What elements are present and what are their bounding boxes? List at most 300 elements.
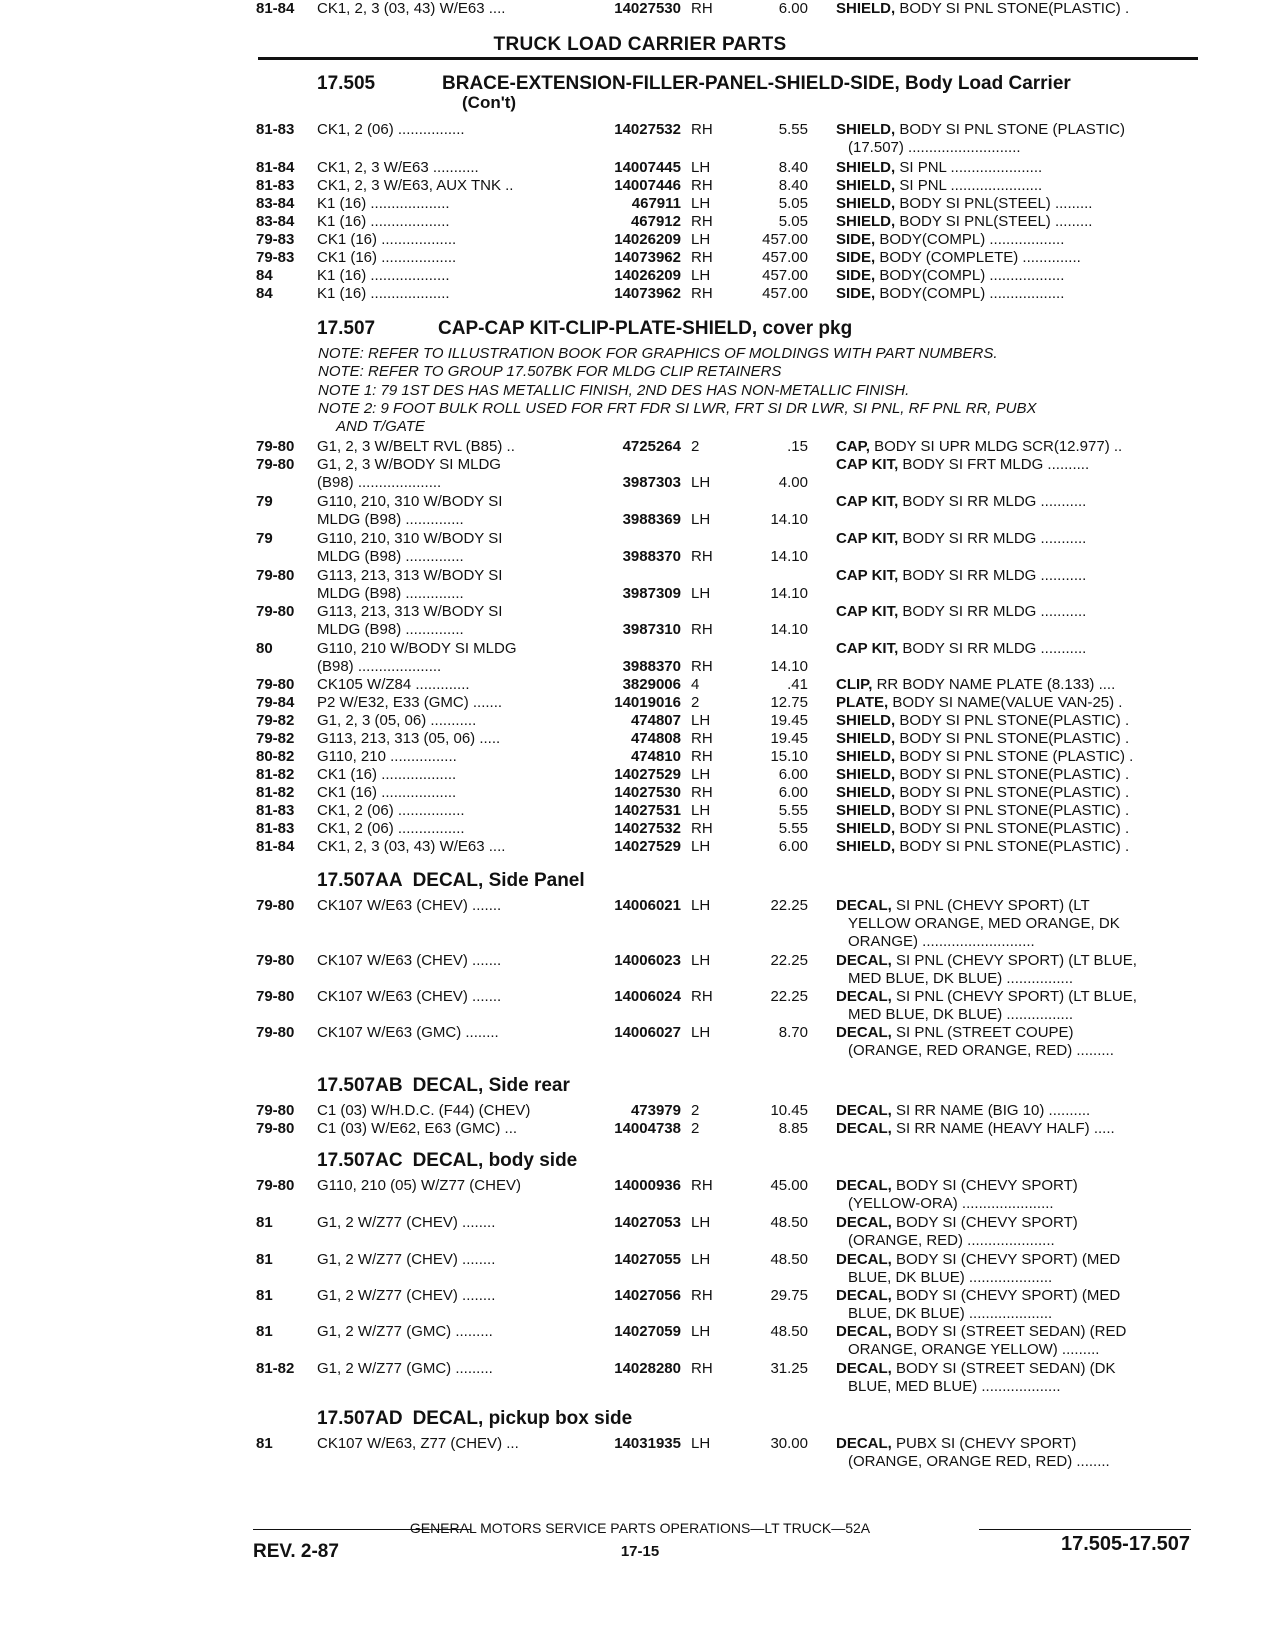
description-detail: RR BODY NAME PLATE (8.133) ....: [872, 676, 1116, 693]
description-detail: BODY SI (STREET SEDAN) (RED: [891, 1323, 1127, 1340]
description-line: [836, 530, 1086, 548]
side-or-qty: 2: [691, 1120, 700, 1137]
model-years: 81: [256, 1287, 273, 1304]
part-number: 14027532: [614, 121, 681, 138]
part-description: [836, 493, 1086, 511]
model-description: [317, 567, 502, 603]
description-noun: SHIELD,: [836, 730, 896, 747]
side-or-qty: LH: [691, 159, 711, 176]
model-years: 79-80: [256, 456, 295, 473]
part-description: [836, 712, 1129, 730]
description-detail: SI RR NAME (BIG 10) ..........: [891, 1102, 1091, 1119]
description-noun: SHIELD,: [836, 766, 896, 783]
model-description: [317, 1120, 517, 1138]
price: 6.00: [778, 0, 808, 17]
description-detail: BODY(COMPL) ..................: [875, 231, 1065, 248]
part-number: 467911: [631, 195, 681, 212]
side-or-qty: RH: [691, 658, 713, 675]
model-line: G113, 213, 313 W/BODY SI: [317, 603, 503, 620]
description-line: [836, 213, 1092, 231]
side-or-qty: RH: [691, 784, 713, 801]
side-or-qty: 2: [691, 694, 700, 711]
part-description: [836, 159, 1042, 177]
price: 457.00: [762, 249, 808, 266]
description-detail: BODY SI (CHEVY SPORT): [891, 1214, 1078, 1231]
price: 5.05: [778, 195, 808, 212]
description-detail: SI PNL (CHEVY SPORT) (LT: [891, 897, 1090, 914]
description-detail: BODY SI RR MLDG ...........: [898, 603, 1087, 620]
description-line: [836, 603, 1086, 621]
price: 8.85: [778, 1120, 808, 1137]
section-header: [317, 870, 585, 892]
description-detail: SI PNL (STREET COUPE): [891, 1024, 1074, 1041]
description-noun: DECAL,: [836, 952, 892, 969]
model-description: [317, 838, 505, 856]
price: 30.00: [770, 1435, 808, 1452]
model-line: CK107 W/E63, Z77 (CHEV) ...: [317, 1435, 519, 1452]
model-line: G110, 210 (05) W/Z77 (CHEV): [317, 1177, 521, 1194]
description-noun: DECAL,: [836, 1323, 892, 1340]
description-detail: SI PNL ......................: [895, 159, 1043, 176]
model-description: [317, 213, 450, 231]
model-line: G110, 210 W/BODY SI MLDG: [317, 640, 517, 657]
model-years: 79-80: [256, 1177, 295, 1194]
description-detail: BODY SI RR MLDG ...........: [898, 640, 1087, 657]
side-or-qty: RH: [691, 1360, 713, 1377]
model-line: G110, 210 ................: [317, 748, 457, 765]
side-or-qty: LH: [691, 897, 711, 914]
part-number: 14027530: [614, 784, 681, 801]
part-description: [836, 820, 1129, 838]
model-line: C1 (03) W/H.D.C. (F44) (CHEV): [317, 1102, 531, 1119]
side-or-qty: LH: [691, 802, 711, 819]
model-years: 81-83: [256, 121, 295, 138]
description-line: [836, 249, 1081, 267]
section-header: [317, 1408, 632, 1430]
model-years: 81: [256, 1251, 273, 1268]
section-title: BRACE-EXTENSION-FILLER-PANEL-SHIELD-SIDE, Body Load Carrier: [442, 73, 1071, 94]
model-description: [317, 1024, 499, 1042]
description-detail: BODY SI PNL STONE(PLASTIC) .: [895, 820, 1130, 837]
part-description: [836, 285, 1064, 303]
model-years: 79-82: [256, 730, 295, 747]
part-number: 14027531: [614, 802, 681, 819]
description-noun: SHIELD,: [836, 213, 896, 230]
model-line: CK107 W/E63 (CHEV) .......: [317, 988, 502, 1005]
part-description: [836, 249, 1081, 267]
description-line: [836, 438, 1122, 456]
description-detail: BODY SI FRT MLDG ..........: [898, 456, 1090, 473]
description-noun: SHIELD,: [836, 712, 896, 729]
section-title: DECAL, body side: [412, 1150, 578, 1171]
description-line: BLUE, DK BLUE) ....................: [848, 1269, 1053, 1286]
description-line: [836, 748, 1133, 766]
description-line: BLUE, MED BLUE) ...................: [848, 1378, 1061, 1395]
model-line: CK1 (16) ..................: [317, 784, 457, 801]
side-or-qty: LH: [691, 231, 711, 248]
model-description: [317, 784, 456, 802]
description-line: MED BLUE, DK BLUE) ................: [848, 1006, 1074, 1023]
description-noun: SHIELD,: [836, 159, 896, 176]
description-noun: CAP,: [836, 438, 870, 455]
price: 5.55: [778, 820, 808, 837]
description-line: (YELLOW-ORA) ......................: [848, 1195, 1054, 1212]
model-description: [317, 1214, 495, 1232]
model-description: [317, 456, 501, 492]
model-years: 81: [256, 1323, 273, 1340]
part-number: 14027055: [614, 1251, 681, 1268]
model-line: MLDG (B98) ..............: [317, 548, 464, 565]
model-description: [317, 820, 465, 838]
price: 14.10: [770, 658, 808, 675]
price: 6.00: [778, 784, 808, 801]
section-title: CAP-CAP KIT-CLIP-PLATE-SHIELD, cover pkg: [438, 318, 853, 339]
model-description: [317, 748, 457, 766]
price: 31.25: [770, 1360, 808, 1377]
description-noun: CAP KIT,: [836, 567, 899, 584]
model-line: CK1 (16) ..................: [317, 766, 457, 783]
description-line: [836, 1177, 1078, 1195]
part-number: 467912: [630, 213, 681, 230]
model-line: K1 (16) ...................: [317, 213, 450, 230]
description-noun: SHIELD,: [836, 177, 896, 194]
part-description: [836, 748, 1133, 766]
description-line: MED BLUE, DK BLUE) ................: [848, 970, 1074, 987]
description-detail: BODY SI PNL STONE(PLASTIC) .: [895, 766, 1130, 783]
model-line: CK1 (16) ..................: [317, 249, 457, 266]
price: 8.70: [778, 1024, 808, 1041]
description-detail: BODY SI PNL STONE (PLASTIC): [895, 121, 1125, 138]
description-noun: SIDE,: [836, 285, 876, 302]
description-noun: SIDE,: [836, 249, 876, 266]
description-detail: BODY SI PNL STONE(PLASTIC) .: [895, 838, 1130, 855]
section-note: AND T/GATE: [336, 418, 425, 436]
description-noun: SHIELD,: [836, 748, 896, 765]
description-noun: DECAL,: [836, 1102, 892, 1119]
description-noun: DECAL,: [836, 1177, 892, 1194]
section-header: [317, 1075, 570, 1097]
side-or-qty: LH: [691, 952, 711, 969]
description-noun: SHIELD,: [836, 838, 896, 855]
part-description: [836, 952, 1137, 988]
description-noun: SIDE,: [836, 267, 876, 284]
part-number: 14073962: [614, 285, 681, 302]
description-line: [836, 694, 1122, 712]
header-rule: [258, 57, 1198, 60]
part-description: [836, 231, 1064, 249]
description-detail: BODY SI RR MLDG ...........: [898, 493, 1087, 510]
description-detail: BODY SI (CHEVY SPORT): [891, 1177, 1078, 1194]
model-years: 81-83: [256, 177, 295, 194]
side-or-qty: RH: [691, 621, 713, 638]
model-description: [317, 1287, 495, 1305]
description-noun: DECAL,: [836, 1214, 892, 1231]
price: 12.75: [770, 694, 808, 711]
price: 457.00: [762, 285, 808, 302]
section-number: 17.507AB: [317, 1075, 403, 1096]
description-line: [836, 1323, 1126, 1341]
part-description: [836, 1024, 1114, 1060]
description-line: [836, 897, 1120, 915]
description-line: (17.507) ...........................: [848, 139, 1021, 156]
description-noun: CAP KIT,: [836, 530, 899, 547]
description-noun: CAP KIT,: [836, 640, 899, 657]
description-line: [836, 1120, 1115, 1138]
side-or-qty: RH: [691, 548, 713, 565]
side-or-qty: LH: [691, 766, 711, 783]
part-number: 3987309: [622, 585, 681, 602]
model-description: [317, 249, 456, 267]
model-description: [317, 530, 502, 566]
description-detail: SI RR NAME (HEAVY HALF) .....: [891, 1120, 1115, 1137]
model-description: [317, 1435, 519, 1453]
model-description: [317, 1360, 493, 1378]
side-or-qty: RH: [691, 213, 713, 230]
part-number: 14073962: [614, 249, 681, 266]
model-years: 79-80: [256, 988, 295, 1005]
description-detail: BODY SI (STREET SEDAN) (DK: [891, 1360, 1116, 1377]
part-number: 14031935: [614, 1435, 681, 1452]
part-number: 14026209: [614, 231, 681, 248]
price: 19.45: [770, 730, 808, 747]
section-continued: (Con't): [462, 93, 517, 112]
description-line: [836, 1102, 1090, 1120]
model-line: G1, 2 W/Z77 (CHEV) ........: [317, 1214, 496, 1231]
description-noun: SIDE,: [836, 231, 876, 248]
side-or-qty: RH: [691, 1177, 713, 1194]
price: 22.25: [770, 897, 808, 914]
side-or-qty: LH: [691, 838, 711, 855]
model-line: MLDG (B98) ..............: [317, 585, 464, 602]
model-years: 79: [256, 493, 273, 510]
model-description: [317, 159, 479, 177]
part-description: [836, 213, 1092, 231]
model-years: 84: [256, 267, 273, 284]
part-number: 3987310: [622, 621, 681, 638]
description-detail: BODY SI PNL STONE(PLASTIC) .: [895, 802, 1130, 819]
model-years: 79-80: [256, 438, 295, 455]
description-noun: SHIELD,: [836, 820, 896, 837]
model-line: G1, 2, 3 W/BELT RVL (B85) ..: [317, 438, 515, 455]
model-line: K1 (16) ...................: [317, 285, 450, 302]
description-detail: BODY SI PNL(STEEL) .........: [895, 195, 1093, 212]
model-line: CK1, 2 (06) ................: [317, 802, 465, 819]
part-description: [836, 1214, 1078, 1250]
description-detail: BODY SI PNL(STEEL) .........: [895, 213, 1093, 230]
description-detail: PUBX SI (CHEVY SPORT): [891, 1435, 1077, 1452]
model-years: 81-84: [256, 0, 295, 17]
side-or-qty: RH: [691, 177, 713, 194]
description-line: [836, 676, 1115, 694]
description-line: [836, 456, 1089, 474]
price: 4.00: [778, 474, 808, 491]
description-line: [836, 493, 1086, 511]
part-number: 14019016: [614, 694, 681, 711]
price: 10.45: [770, 1102, 808, 1119]
price: 14.10: [770, 585, 808, 602]
part-description: [836, 530, 1086, 548]
model-line: G113, 213, 313 W/BODY SI: [317, 567, 503, 584]
description-noun: DECAL,: [836, 1435, 892, 1452]
model-line: MLDG (B98) ..............: [317, 511, 464, 528]
price: 5.55: [778, 121, 808, 138]
model-description: [317, 730, 500, 748]
section-header: [317, 73, 1071, 95]
price: 48.50: [770, 1214, 808, 1231]
part-description: [836, 438, 1122, 456]
model-description: [317, 988, 501, 1006]
side-or-qty: RH: [691, 249, 713, 266]
model-years: 83-84: [256, 213, 295, 230]
description-noun: DECAL,: [836, 1287, 892, 1304]
description-noun: DECAL,: [836, 988, 892, 1005]
description-line: [836, 1251, 1120, 1269]
side-or-qty: LH: [691, 511, 711, 528]
model-line: MLDG (B98) ..............: [317, 621, 464, 638]
price: 8.40: [778, 177, 808, 194]
model-years: 84: [256, 285, 273, 302]
model-years: 79-83: [256, 231, 295, 248]
description-line: [836, 0, 1129, 18]
side-or-qty: LH: [691, 585, 711, 602]
part-number: 14007446: [614, 177, 681, 194]
model-description: [317, 1102, 530, 1120]
model-line: G1, 2 W/Z77 (GMC) .........: [317, 1360, 493, 1377]
part-number: 14027530: [614, 0, 681, 17]
description-line: ORANGE) ...........................: [848, 933, 1035, 950]
description-detail: BODY SI PNL STONE(PLASTIC) .: [895, 712, 1130, 729]
part-number: 14004738: [614, 1120, 681, 1137]
description-detail: SI PNL (CHEVY SPORT) (LT BLUE,: [891, 988, 1137, 1005]
model-line: G1, 2 W/Z77 (CHEV) ........: [317, 1287, 496, 1304]
model-line: G110, 210, 310 W/BODY SI: [317, 530, 503, 547]
part-description: [836, 195, 1092, 213]
part-description: [836, 1102, 1090, 1120]
description-detail: SI PNL ......................: [895, 177, 1043, 194]
description-detail: BODY SI PNL STONE(PLASTIC) .: [895, 0, 1130, 17]
model-line: (B98) ....................: [317, 658, 442, 675]
price: 6.00: [778, 766, 808, 783]
description-noun: CLIP,: [836, 676, 873, 693]
side-or-qty: 2: [691, 1102, 700, 1119]
description-line: [836, 802, 1129, 820]
model-years: 81-83: [256, 820, 295, 837]
model-line: (B98) ....................: [317, 474, 442, 491]
part-number: 3829006: [622, 676, 681, 693]
model-description: [317, 694, 502, 712]
price: 457.00: [762, 267, 808, 284]
side-or-qty: LH: [691, 267, 711, 284]
model-years: 79-80: [256, 1120, 295, 1137]
model-years: 79-84: [256, 694, 295, 711]
model-line: K1 (16) ...................: [317, 195, 450, 212]
side-or-qty: RH: [691, 285, 713, 302]
description-line: BLUE, DK BLUE) ....................: [848, 1305, 1053, 1322]
side-or-qty: RH: [691, 988, 713, 1005]
model-line: CK107 W/E63 (GMC) ........: [317, 1024, 499, 1041]
model-description: [317, 285, 450, 303]
part-number: 3988369: [622, 511, 681, 528]
model-years: 81: [256, 1214, 273, 1231]
part-description: [836, 0, 1129, 18]
model-years: 79-82: [256, 712, 295, 729]
part-number: 473979: [630, 1102, 681, 1119]
model-description: [317, 1251, 495, 1269]
side-or-qty: RH: [691, 820, 713, 837]
description-noun: CAP KIT,: [836, 493, 899, 510]
description-noun: DECAL,: [836, 1120, 892, 1137]
description-line: [836, 712, 1129, 730]
model-years: 81-82: [256, 1360, 295, 1377]
part-number: 14000936: [614, 1177, 681, 1194]
part-description: [836, 1435, 1110, 1471]
model-description: [317, 603, 502, 639]
description-line: [836, 820, 1129, 838]
side-or-qty: LH: [691, 1323, 711, 1340]
part-number: 474807: [630, 712, 681, 729]
side-or-qty: LH: [691, 1214, 711, 1231]
part-number: 3987303: [622, 474, 681, 491]
model-years: 81-83: [256, 802, 295, 819]
part-number: 14027059: [614, 1323, 681, 1340]
part-description: [836, 640, 1086, 658]
model-line: C1 (03) W/E62, E63 (GMC) ...: [317, 1120, 518, 1137]
price: 14.10: [770, 548, 808, 565]
model-description: [317, 267, 450, 285]
footer-group-range: 17.505-17.507: [1060, 1533, 1190, 1555]
price: 457.00: [762, 231, 808, 248]
side-or-qty: LH: [691, 1251, 711, 1268]
description-detail: BODY SI (CHEVY SPORT) (MED: [891, 1251, 1121, 1268]
part-description: [836, 1287, 1120, 1323]
price: 45.00: [770, 1177, 808, 1194]
description-detail: BODY(COMPL) ..................: [875, 285, 1065, 302]
model-description: [317, 712, 476, 730]
part-description: [836, 694, 1122, 712]
model-years: 81-84: [256, 159, 295, 176]
description-line: YELLOW ORANGE, MED ORANGE, DK: [848, 915, 1120, 932]
description-line: [836, 267, 1064, 285]
description-detail: BODY SI PNL STONE (PLASTIC) .: [895, 748, 1134, 765]
part-description: [836, 802, 1129, 820]
description-detail: BODY SI RR MLDG ...........: [898, 567, 1087, 584]
description-line: [836, 640, 1086, 658]
side-or-qty: LH: [691, 1435, 711, 1452]
part-description: [836, 1177, 1078, 1213]
model-years: 79-80: [256, 952, 295, 969]
part-description: [836, 1360, 1116, 1396]
part-number: 14028280: [614, 1360, 681, 1377]
description-line: [836, 177, 1042, 195]
model-description: [317, 231, 456, 249]
model-line: CK107 W/E63 (CHEV) .......: [317, 897, 502, 914]
model-description: [317, 766, 456, 784]
model-line: G1, 2, 3 (05, 06) ...........: [317, 712, 477, 729]
model-description: [317, 952, 501, 970]
part-number: 14027053: [614, 1214, 681, 1231]
part-number: 14027529: [614, 838, 681, 855]
part-description: [836, 567, 1086, 585]
model-line: P2 W/E32, E33 (GMC) .......: [317, 694, 503, 711]
description-line: [836, 838, 1129, 856]
description-detail: SI PNL (CHEVY SPORT) (LT BLUE,: [891, 952, 1137, 969]
model-years: 81: [256, 1435, 273, 1452]
model-description: [317, 676, 470, 694]
part-number: 3988370: [622, 658, 681, 675]
part-number: 474808: [630, 730, 681, 747]
price: 14.10: [770, 511, 808, 528]
description-noun: DECAL,: [836, 897, 892, 914]
